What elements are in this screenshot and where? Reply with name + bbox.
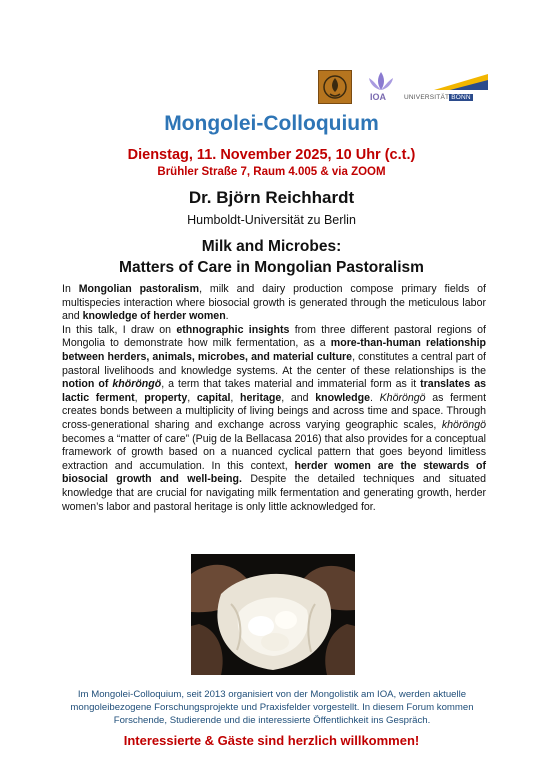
abstract (62, 283, 486, 514)
abstract-paragraph-2: In this talk, I draw on ethnographic insights from three different pastoral regions of Mongolia to demonstrate how milk fermentation, as a more-than-human relationship between herders, animals, microbes, and material culture, constitutes a central part of pastoral livelihoods and knowledge systems. At the center of these relationships is the notion of khöröngö, a term that takes material and immaterial form as it translates as lactic ferment, property, capital, heritage, and knowledge. Khöröngö as ferment creates bonds between a multiplicity of living beings and across time and space. Through cross-generational sharing and exchange across varying geographic scales, khöröngö becomes a “matter of care” (Puig de la Bellacasa 2016) that also provides for a conceptual framework of growth based on a nuanced cyclical pattern that goes beyond limitless extraction and accumulation. In this context, herder women are the stewards of biosocial growth and well-being. Despite the detailed techniques and situated knowledge that are crucial for navigating milk fermentation and generating growth, herder women’s labor and pastoral heritage is only little acknowledged for. (62, 323, 487, 513)
milk-fermentation-photo (191, 554, 355, 675)
welcome-message: Interessierte & Gäste sind herzlich willkommen! (123, 733, 420, 748)
event-date: Dienstag, 11. November 2025, 10 Uhr (c.t.) (127, 147, 416, 163)
logo-bar (318, 70, 488, 106)
event-location: Brühler Straße 7, Raum 4.005 & via ZOOM (157, 166, 386, 178)
colloquium-description: Im Mongolei-Colloquium, seit 2013 organisiert von der Mongolistik am IOA, werden aktuelle mongoleibezogene Forschungsprojekte und Praxisfelder vorgestellt. In diesem Forum kommen Forschende, Studierende und die interessierte Öffentlichkeit ins Gespräch. (70, 689, 474, 726)
ioa-lotus-logo (364, 70, 398, 106)
speaker-name: Dr. Björn Reichhardt (188, 188, 355, 207)
talk-title-line-2: Matters of Care in Mongolian Pastoralism (119, 259, 424, 276)
ioa-logo-text: IOA (370, 92, 387, 102)
abstract-paragraph-1: In Mongolian pastoralism, milk and dairy production compose primary fields of multispecies interaction where biosocial growth is generated through the meticulous labor and knowledge of herder women. (62, 283, 486, 323)
university-bonn-logo (404, 72, 488, 106)
university-wordmark: UNIVERSITÄT BONN (404, 94, 471, 101)
speaker-affiliation: Humboldt-Universität zu Berlin (187, 213, 356, 227)
talk-title (0, 236, 543, 278)
institute-seal-logo (318, 70, 352, 104)
talk-title-line-1: Milk and Microbes: (201, 238, 342, 255)
event-series-title: Mongolei-Colloquium (164, 112, 379, 135)
